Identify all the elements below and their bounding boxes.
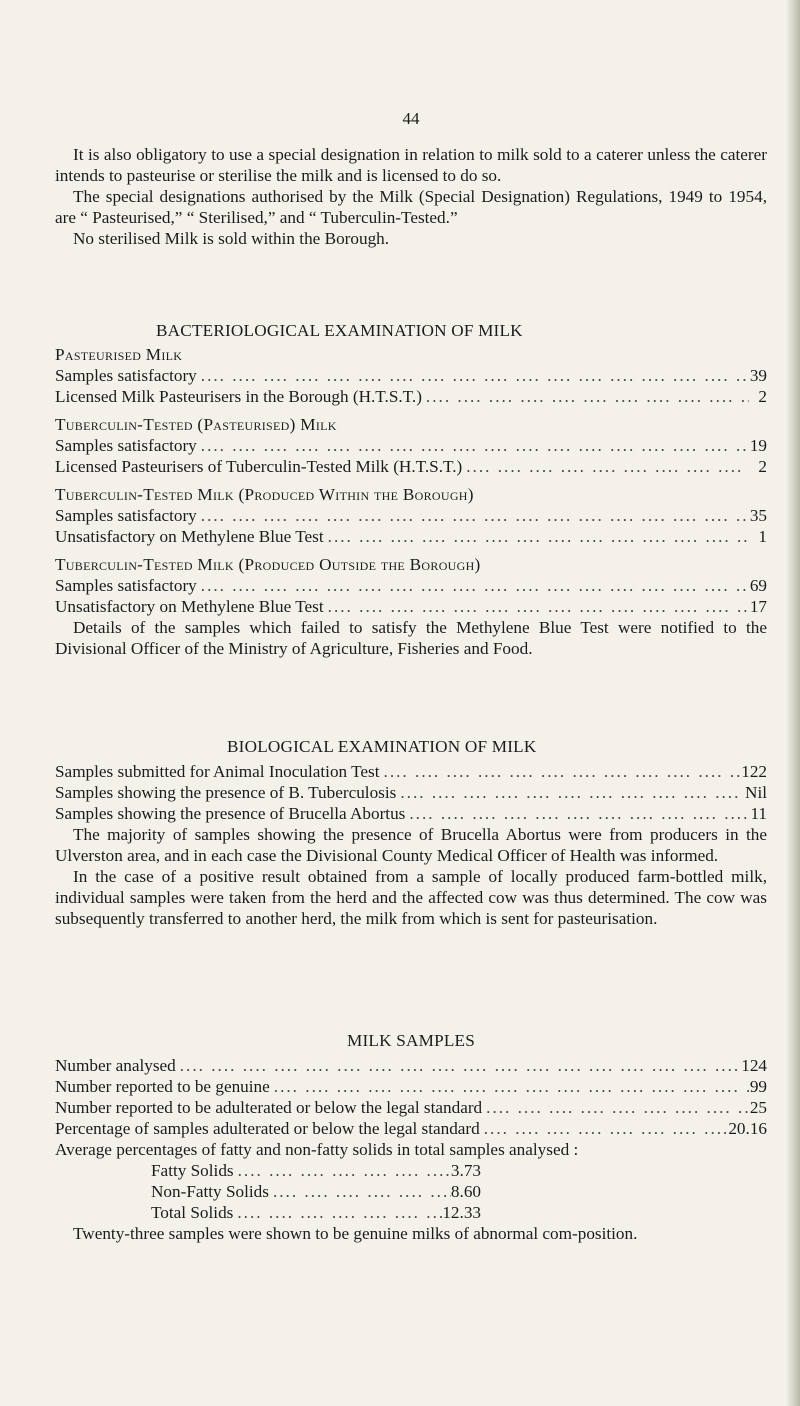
intro-paragraph: It is also obligatory to use a special designation in relation to milk sold to a caterer unless the caterer intends to pasteurise or sterilise the milk and is licensed to do so. [55,145,767,185]
dot-leader [269,1181,451,1202]
dot-leader [197,435,749,456]
data-row: Samples showing the presence of B. Tuberculosis .... Nil [55,782,767,803]
group-title: Tuberculin-Tested Milk (Produced Within the Borough) [55,485,474,504]
data-row: Percentage of samples adulterated or below the legal standard .... 20.16 [55,1118,767,1139]
note-paragraph: Details of the samples which failed to satisfy the Methylene Blue Test were notified to the Divisional Officer of the Ministry of Agriculture, Fisheries and Food. [55,618,767,658]
group-title: Tuberculin-Tested (Pasteurised) Milk [55,415,337,434]
data-row: Unsatisfactory on Methylene Blue Test .... 1 [55,526,767,547]
data-row: Licensed Pasteurisers of Tuberculin-Tested Milk (H.T.S.T.) .... 2 [55,456,767,477]
dot-leader [270,1076,749,1097]
data-row: Unsatisfactory on Methylene Blue Test .... 17 [55,596,767,617]
dot-leader [480,1118,729,1139]
group-title: Pasteurised Milk [55,345,183,364]
dot-leader [380,761,742,782]
dot-leader [422,386,749,407]
section-heading: MILK SAMPLES [347,1031,475,1050]
dot-leader [396,782,745,803]
page-number: 44 [402,109,420,128]
data-row: Number reported to be adulterated or below the legal standard .... 25 [55,1097,767,1118]
data-row: Samples satisfactory .... 19 [55,435,767,456]
solids-row: Non-Fatty Solids .... 8.60 [151,1181,481,1202]
section-heading: BACTERIOLOGICAL EXAMINATION OF MILK [156,321,523,340]
dot-leader [176,1055,741,1076]
bacteriological-section [55,320,767,659]
data-row: Samples satisfactory .... 35 [55,505,767,526]
dot-leader [462,456,749,477]
dot-leader [197,365,749,386]
data-row: Number analysed .... 124 [55,1055,767,1076]
data-row: Samples submitted for Animal Inoculation Test .... 122 [55,761,767,782]
intro-paragraph: No sterilised Milk is sold within the Borough. [73,229,390,248]
data-row: Samples showing the presence of Brucella Abortus .... 11 [55,803,767,824]
section-heading: BIOLOGICAL EXAMINATION OF MILK [227,737,537,756]
data-row: Number reported to be genuine .... 99 [55,1076,767,1097]
solids-row: Fatty Solids .... 3.73 [151,1160,481,1181]
biological-section [55,736,767,929]
dot-leader [197,505,749,526]
milk-samples-section [55,1030,767,1244]
dot-leader [197,575,749,596]
dot-leader [324,526,749,547]
page-edge-shadow [786,0,800,1406]
dot-leader [482,1097,749,1118]
dot-leader [405,803,749,824]
intro-paragraph: The special designations authorised by the Milk (Special Designation) Regulations, 1949 to 1954, are “ Pasteurised,” “ Sterilised,” and “ Tuberculin-Tested.” [55,187,767,227]
data-row: Samples satisfactory .... 39 [55,365,767,386]
body-paragraph: The majority of samples showing the presence of Brucella Abortus were from producers in the Ulverston area, and in each case the Divisional County Medical Officer of Health was informed. [55,825,767,865]
dot-leader [234,1160,451,1181]
average-line: Average percentages of fatty and non-fatty solids in total samples analysed : [55,1140,579,1159]
group-title: Tuberculin-Tested Milk (Produced Outside the Borough) [55,555,481,574]
data-row: Licensed Milk Pasteurisers in the Borough (H.T.S.T.) .... 2 [55,386,767,407]
closing-paragraph: Twenty-three samples were shown to be genuine milks of abnormal com-position. [73,1224,638,1243]
data-row: Samples satisfactory .... 69 [55,575,767,596]
solids-row: Total Solids .... 12.33 [151,1202,481,1223]
dot-leader [324,596,749,617]
body-paragraph: In the case of a positive result obtained from a sample of locally produced farm-bottled milk, individual samples were taken from the herd and the affected cow was thus determined. The cow was subsequently transferred to another herd, the milk from which is sent for pasteurisation. [55,867,767,928]
dot-leader [233,1202,442,1223]
